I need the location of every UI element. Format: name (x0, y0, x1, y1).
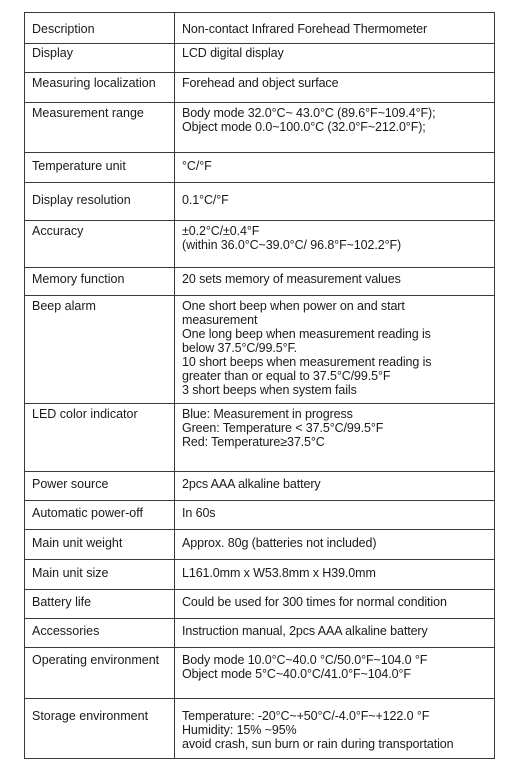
spec-label: Power source (25, 472, 175, 501)
spec-value (175, 103, 495, 153)
spec-value-line: LCD digital display (182, 46, 284, 60)
spec-value-line: Temperature: -20°C~+50°C/-4.0°F~+122.0 °F (182, 709, 430, 723)
spec-value-line: 20 sets memory of measurement values (182, 272, 401, 286)
spec-value (175, 221, 495, 268)
spec-value (175, 183, 495, 221)
spec-value-line: Body mode 10.0°C~40.0 °C/50.0°F~104.0 °F (182, 653, 428, 667)
spec-label: Accessories (25, 619, 175, 648)
spec-label: Temperature unit (25, 153, 175, 183)
spec-value (175, 404, 495, 472)
spec-value-line: measurement (182, 313, 258, 327)
spec-value-line: Object mode 5°C~40.0°C/41.0°F~104.0°F (182, 667, 411, 681)
spec-label: Measurement range (25, 103, 175, 153)
spec-value-line: Forehead and object surface (182, 76, 339, 90)
spec-value (175, 73, 495, 103)
spec-value-line: greater than or equal to 37.5°C/99.5°F (182, 369, 391, 383)
spec-value-line: Green: Temperature < 37.5°C/99.5°F (182, 421, 384, 435)
spec-value-line: 2pcs AAA alkaline battery (182, 477, 321, 491)
spec-value-line: 0.1°C/°F (182, 193, 229, 207)
spec-value-line: (within 36.0°C~39.0°C/ 96.8°F~102.2°F) (182, 238, 402, 252)
spec-value-line: 10 short beeps when measurement reading is (182, 355, 432, 369)
spec-value-line: Could be used for 300 times for normal condition (182, 595, 447, 609)
spec-value (175, 530, 495, 560)
spec-label: Main unit weight (25, 530, 175, 560)
spec-row (25, 221, 495, 268)
spec-value-line: 3 short beeps when system fails (182, 383, 357, 397)
spec-value (175, 153, 495, 183)
spec-row (25, 619, 495, 648)
spec-label: Memory function (25, 268, 175, 296)
spec-label: Automatic power-off (25, 501, 175, 530)
spec-row (25, 560, 495, 590)
spec-value (175, 13, 495, 44)
spec-value-line: avoid crash, sun burn or rain during transportation (182, 737, 454, 751)
spec-row (25, 183, 495, 221)
specifications-table (24, 12, 495, 759)
spec-value-line: One short beep when power on and start (182, 299, 405, 313)
spec-value (175, 44, 495, 73)
spec-value (175, 268, 495, 296)
specifications-table-body (25, 13, 495, 759)
spec-label: LED color indicator (25, 404, 175, 472)
spec-value-line: Blue: Measurement in progress (182, 407, 353, 421)
spec-value-line: Instruction manual, 2pcs AAA alkaline battery (182, 624, 428, 638)
spec-row (25, 44, 495, 73)
spec-row (25, 103, 495, 153)
spec-value-line: L161.0mm x W53.8mm x H39.0mm (182, 566, 376, 580)
spec-value-line: Red: Temperature≥37.5°C (182, 435, 325, 449)
spec-row (25, 501, 495, 530)
spec-label: Description (25, 13, 175, 44)
spec-value-line: ±0.2°C/±0.4°F (182, 224, 260, 238)
spec-row (25, 590, 495, 619)
spec-row (25, 648, 495, 699)
spec-value-line: One long beep when measurement reading is (182, 327, 431, 341)
spec-value (175, 699, 495, 759)
spec-row (25, 268, 495, 296)
spec-value-line: Body mode 32.0°C~ 43.0°C (89.6°F~109.4°F); (182, 106, 436, 120)
spec-value (175, 560, 495, 590)
spec-value-line: Approx. 80g (batteries not included) (182, 536, 377, 550)
spec-row (25, 404, 495, 472)
spec-value-line: Object mode 0.0~100.0°C (32.0°F~212.0°F); (182, 120, 426, 134)
spec-value (175, 472, 495, 501)
spec-label: Battery life (25, 590, 175, 619)
spec-row (25, 530, 495, 560)
spec-row (25, 73, 495, 103)
spec-value (175, 296, 495, 404)
spec-label: Display (25, 44, 175, 73)
spec-label: Storage environment (25, 699, 175, 759)
spec-value-line: below 37.5°C/99.5°F. (182, 341, 298, 355)
spec-value (175, 648, 495, 699)
spec-value-line: °C/°F (182, 159, 212, 173)
spec-row (25, 472, 495, 501)
spec-label: Operating environment (25, 648, 175, 699)
spec-row (25, 153, 495, 183)
spec-value-line: Non-contact Infrared Forehead Thermometer (182, 22, 428, 36)
spec-label: Accuracy (25, 221, 175, 268)
spec-value (175, 619, 495, 648)
spec-row (25, 296, 495, 404)
spec-value (175, 501, 495, 530)
spec-label: Beep alarm (25, 296, 175, 404)
spec-label: Measuring localization (25, 73, 175, 103)
spec-label: Main unit size (25, 560, 175, 590)
spec-row (25, 699, 495, 759)
spec-row (25, 13, 495, 44)
spec-value-line: In 60s (182, 506, 216, 520)
spec-value (175, 590, 495, 619)
spec-value-line: Humidity: 15% ~95% (182, 723, 297, 737)
spec-label: Display resolution (25, 183, 175, 221)
